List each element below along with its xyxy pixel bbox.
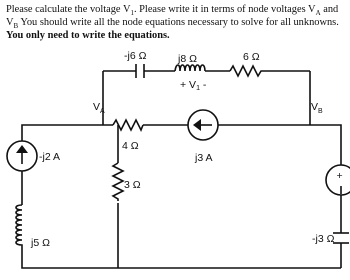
node-a-label: $V_A$ (93, 101, 105, 115)
current-source-left-label: -j2 A (39, 151, 61, 163)
problem-text-2: . Please write it in terms of node voltages V (133, 4, 316, 15)
resistor-3-label: 3 Ω (124, 179, 141, 191)
voltage-source (326, 165, 350, 195)
current-source-left (7, 141, 37, 171)
inductor-left (16, 205, 22, 249)
problem-text-3: and V (6, 4, 339, 28)
resistor-6 (230, 66, 264, 76)
cap-right-label: -j3 Ω (312, 233, 335, 245)
va-subscript: A (315, 9, 321, 18)
resistor-4-label: 4 Ω (122, 140, 139, 152)
node-b-label: $V_B$ (311, 101, 323, 115)
inductor-top-label: j8 Ω (178, 53, 197, 65)
resistor-6-label: 6 Ω (243, 51, 260, 63)
v1-subscript: 1 (130, 9, 134, 18)
problem-emphasis: You only need to write the equations. (6, 30, 170, 41)
capacitor-right (333, 233, 349, 243)
left-wire (22, 71, 341, 268)
inductor-left-label: j5 Ω (31, 237, 50, 249)
current-source-middle (188, 110, 218, 140)
vb-subscript: B (13, 22, 19, 31)
resistor-3 (113, 163, 123, 201)
v1-polarity-label: + V1 - (180, 79, 207, 92)
inductor-top (175, 65, 205, 71)
capacitor-top (136, 64, 144, 78)
problem-text-1: Please calculate the voltage V (6, 4, 131, 15)
cap-top-label: -j6 Ω (124, 50, 147, 62)
problem-text-4: You should write all the node equations necessary to solve for all unknowns. (18, 17, 339, 28)
voltage-source-plus: + (336, 170, 343, 182)
current-source-middle-label: j3 A (195, 152, 213, 164)
